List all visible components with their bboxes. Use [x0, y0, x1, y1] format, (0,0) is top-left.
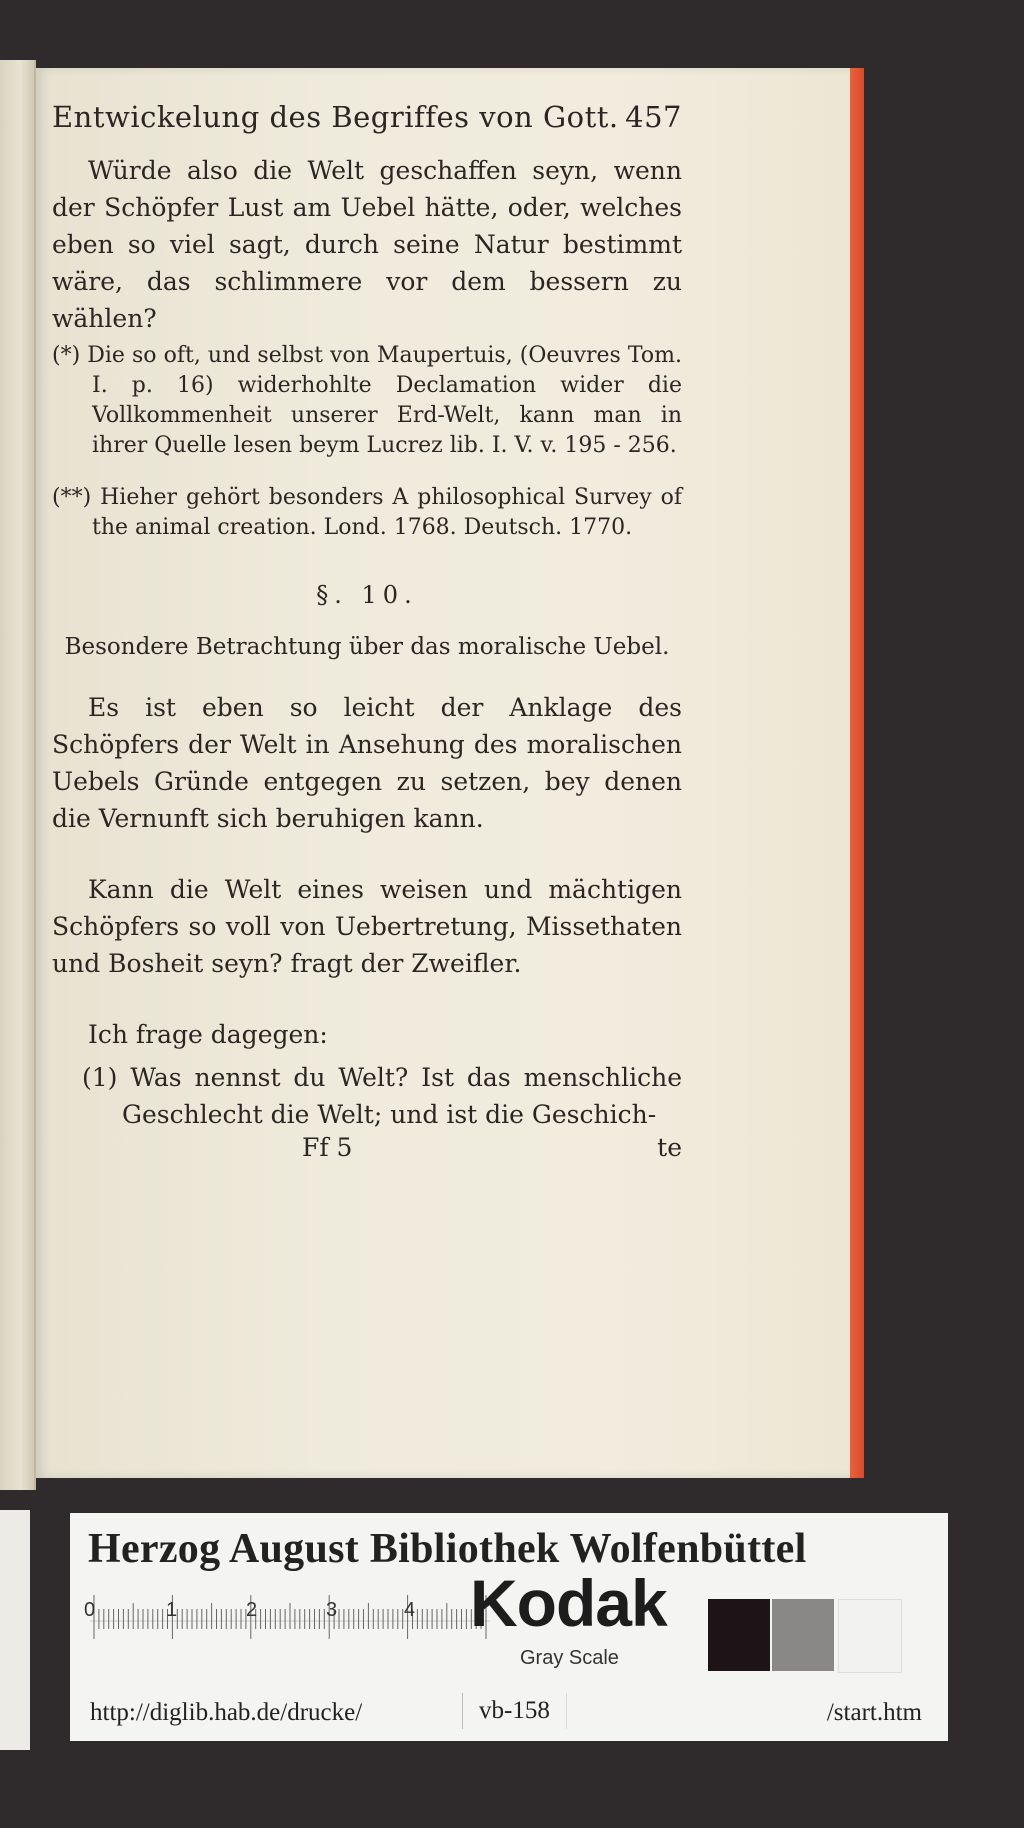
catchword: te	[657, 1133, 682, 1162]
section-number: §. 10.	[316, 581, 418, 609]
page-text	[52, 100, 682, 1162]
footnote-1: (*) Die so oft, und selbst von Maupertuis, (Oeuvres Tom. I. p. 16) widerhohlte Declamation wider die Vollkommenheit unserer Erd-Welt, kann man in ihrer Quelle lesen beym Lucrez lib. I. V. v. 195 - 256.	[52, 343, 682, 458]
header-title: Entwickelung des Begriffes von Gott.	[52, 100, 619, 134]
list-item-1: (1) Was nennst du Welt? Ist das menschliche Geschlecht die Welt; und ist die Geschich-	[82, 1063, 682, 1129]
gray-patch-mid	[772, 1599, 834, 1671]
scale-ruler	[90, 1591, 510, 1649]
paragraph-1: Würde also die Welt geschaffen seyn, wenn der Schöpfer Lust am Uebel hätte, oder, welches eben so viel sagt, durch seine Natur bestimmt wäre, das schlimmere vor dem bessern zu wählen?	[52, 156, 682, 333]
url-suffix: /start.htm	[826, 1699, 922, 1726]
url-row	[90, 1693, 928, 1733]
paragraph-2: Es ist eben so leicht der Anklage des Schöpfers der Welt in Ansehung des moralischen Uebels Gründe entgegen zu setzen, bey denen die Vernunft sich beruhigen kann.	[52, 693, 682, 833]
page-footer	[52, 1133, 682, 1162]
ruler-number: 4	[404, 1599, 416, 1621]
paragraph-3: Kann die Welt eines weisen und mächtigen Schöpfers so voll von Uebertretung, Missethaten und Bosheit seyn? fragt der Zweifler.	[52, 875, 682, 978]
gray-patch-white	[838, 1599, 902, 1673]
page-red-edge	[850, 68, 864, 1478]
left-page-edge	[0, 60, 36, 1490]
page-number: 457	[625, 100, 682, 134]
footnote-2: (**) Hieher gehört besonders A philosophical Survey of the animal creation. Lond. 1768. Deutsch. 1770.	[52, 485, 682, 540]
running-header	[52, 100, 682, 134]
url-identifier: vb-158	[462, 1693, 567, 1729]
url-prefix: http://diglib.hab.de/drucke/	[90, 1699, 363, 1726]
ruler-number: 0	[84, 1599, 96, 1621]
gray-scale-label: Gray Scale	[520, 1647, 619, 1669]
paragraph-4: Ich frage dagegen:	[88, 1020, 328, 1049]
signature-mark: Ff 5	[302, 1133, 353, 1162]
color-target-card	[70, 1513, 948, 1741]
section-heading: Besondere Betrachtung über das moralische Uebel.	[64, 634, 670, 660]
ruler-number: 1	[166, 1599, 178, 1621]
library-name: Herzog August Bibliothek Wolfenbüttel	[88, 1526, 807, 1572]
ruler-number: 2	[246, 1599, 258, 1621]
left-card-edge	[0, 1510, 30, 1750]
ruler-number: 3	[326, 1599, 338, 1621]
kodak-logo: Kodak	[470, 1566, 667, 1640]
gray-patch-black	[708, 1599, 770, 1671]
